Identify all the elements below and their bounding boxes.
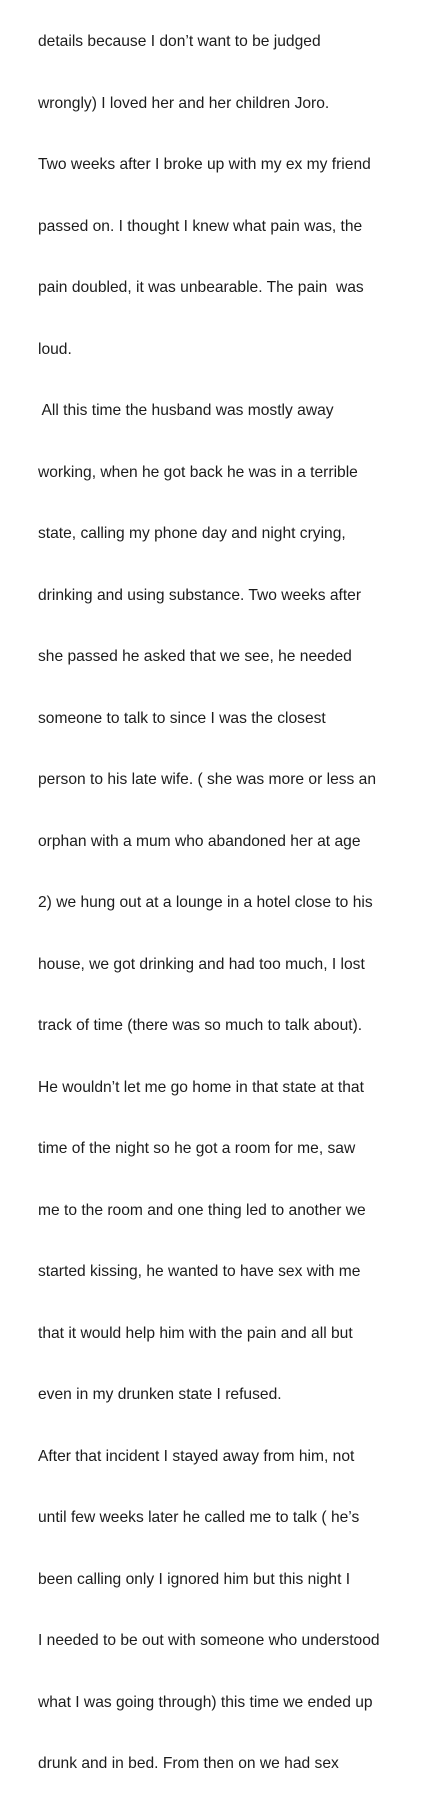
text-line: passed on. I thought I knew what pain was, the bbox=[38, 217, 363, 235]
text-line: time of the night so he got a room for me, saw bbox=[38, 1140, 356, 1157]
text-line: even in my drunken state I refused. bbox=[38, 1386, 282, 1403]
text-line: me to the room and one thing led to another we bbox=[38, 1201, 366, 1219]
text-line: person to his late wife. ( she was more or less an bbox=[38, 771, 377, 788]
text-line: what I was going through) this time we ended up bbox=[38, 1693, 373, 1711]
text-line: orphan with a mum who abandoned her at age bbox=[38, 832, 361, 850]
text-line: details because I don’t want to be judged bbox=[38, 33, 321, 50]
text-line: that it would help him with the pain and all but bbox=[38, 1324, 353, 1342]
text-line: started kissing, he wanted to have sex with me bbox=[38, 1263, 361, 1280]
text-line: All this time the husband was mostly away bbox=[38, 402, 334, 419]
text-line: she passed he asked that we see, he needed bbox=[38, 648, 352, 665]
text-line: After that incident I stayed away from him, not bbox=[38, 1447, 355, 1465]
text-line: house, we got drinking and had too much, I lost bbox=[38, 955, 365, 973]
text-line: state, calling my phone day and night crying, bbox=[38, 525, 346, 542]
text-line: wrongly) I loved her and her children Joro. bbox=[38, 94, 330, 112]
bottom-edge-fade bbox=[0, 548, 426, 558]
text-line: I needed to be out with someone who understood bbox=[38, 1632, 380, 1649]
document-body bbox=[38, 0, 424, 1816]
text-line: until few weeks later he called me to talk ( he’s bbox=[38, 1509, 360, 1526]
text-line: been calling only I ignored him but this night I bbox=[38, 1570, 351, 1588]
text-line: pain doubled, it was unbearable. The pain was bbox=[38, 279, 364, 296]
text-line: loud. bbox=[38, 340, 72, 358]
text-line: drinking and using substance. Two weeks after bbox=[38, 586, 362, 604]
text-line: drunk and in bed. From then on we had sex bbox=[38, 1755, 339, 1772]
text-line: Two weeks after I broke up with my ex my friend bbox=[38, 156, 371, 173]
text-line: track of time (there was so much to talk about). bbox=[38, 1017, 363, 1034]
text-line: someone to talk to since I was the closest bbox=[38, 709, 326, 727]
text-line: He wouldn’t let me go home in that state at that bbox=[38, 1078, 364, 1096]
text-line: 2) we hung out at a lounge in a hotel close to his bbox=[38, 894, 373, 911]
text-line: working, when he got back he was in a terrible bbox=[38, 463, 358, 481]
